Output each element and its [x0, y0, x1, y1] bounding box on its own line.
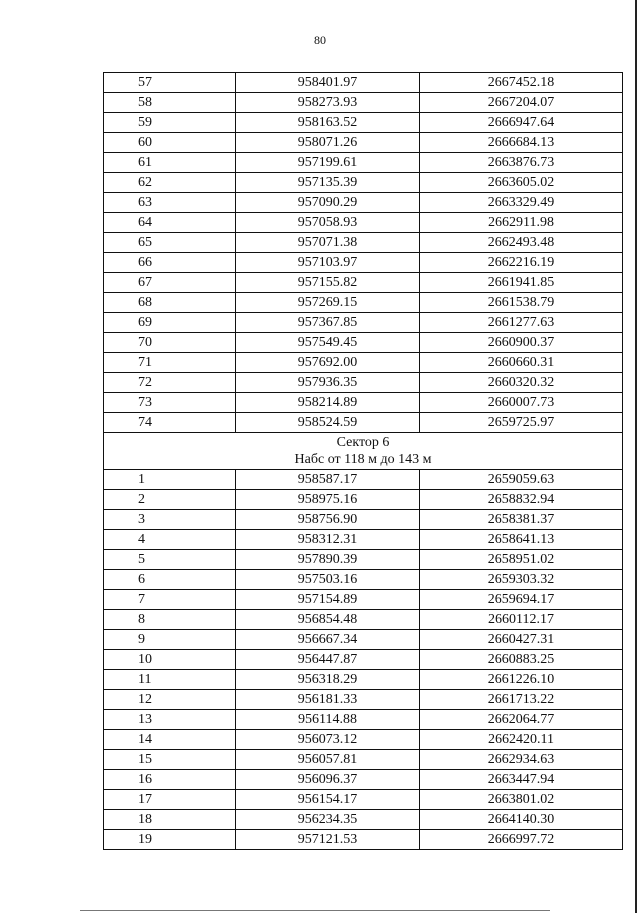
x-coordinate-cell: 958163.52 [236, 113, 420, 133]
x-coordinate-cell: 957155.82 [236, 273, 420, 293]
y-coordinate-cell: 2666684.13 [420, 133, 623, 153]
x-coordinate-cell: 958273.93 [236, 93, 420, 113]
y-coordinate-cell: 2663447.94 [420, 770, 623, 790]
point-number-cell: 12 [104, 690, 236, 710]
x-coordinate-cell: 956667.34 [236, 630, 420, 650]
table-row [104, 333, 623, 353]
point-number-cell: 19 [104, 830, 236, 850]
y-coordinate-cell: 2659694.17 [420, 590, 623, 610]
y-coordinate-cell: 2667452.18 [420, 73, 623, 93]
x-coordinate-cell: 958071.26 [236, 133, 420, 153]
x-coordinate-cell: 957154.89 [236, 590, 420, 610]
x-coordinate-cell: 956154.17 [236, 790, 420, 810]
point-number-cell: 64 [104, 213, 236, 233]
sector-header-row [104, 433, 623, 470]
page-number: 80 [314, 33, 326, 47]
point-number-cell: 15 [104, 750, 236, 770]
y-coordinate-cell: 2661226.10 [420, 670, 623, 690]
table-row [104, 510, 623, 530]
x-coordinate-cell: 957503.16 [236, 570, 420, 590]
point-number-cell: 4 [104, 530, 236, 550]
x-coordinate-cell: 958756.90 [236, 510, 420, 530]
scan-edge-bottom [80, 910, 550, 911]
table-row [104, 810, 623, 830]
point-number-cell: 17 [104, 790, 236, 810]
y-coordinate-cell: 2659725.97 [420, 413, 623, 433]
x-coordinate-cell: 957692.00 [236, 353, 420, 373]
point-number-cell: 16 [104, 770, 236, 790]
point-number-cell: 60 [104, 133, 236, 153]
x-coordinate-cell: 956447.87 [236, 650, 420, 670]
table-row [104, 153, 623, 173]
table-row [104, 650, 623, 670]
point-number-cell: 69 [104, 313, 236, 333]
point-number-cell: 8 [104, 610, 236, 630]
point-number-cell: 1 [104, 470, 236, 490]
y-coordinate-cell: 2661713.22 [420, 690, 623, 710]
x-coordinate-cell: 957058.93 [236, 213, 420, 233]
sector-subtitle: Набс от 118 м до 143 м [294, 452, 432, 467]
point-number-cell: 9 [104, 630, 236, 650]
table-row [104, 313, 623, 333]
table-row [104, 113, 623, 133]
table-row [104, 610, 623, 630]
table-row [104, 770, 623, 790]
point-number-cell: 65 [104, 233, 236, 253]
table-row [104, 670, 623, 690]
point-number-cell: 18 [104, 810, 236, 830]
y-coordinate-cell: 2662216.19 [420, 253, 623, 273]
y-coordinate-cell: 2659059.63 [420, 470, 623, 490]
x-coordinate-cell: 958975.16 [236, 490, 420, 510]
table-row [104, 393, 623, 413]
x-coordinate-cell: 956057.81 [236, 750, 420, 770]
point-number-cell: 7 [104, 590, 236, 610]
x-coordinate-cell: 956096.37 [236, 770, 420, 790]
x-coordinate-cell: 956318.29 [236, 670, 420, 690]
y-coordinate-cell: 2663801.02 [420, 790, 623, 810]
coordinates-table [103, 72, 623, 850]
x-coordinate-cell: 956234.35 [236, 810, 420, 830]
table-row [104, 830, 623, 850]
table-row [104, 790, 623, 810]
y-coordinate-cell: 2661277.63 [420, 313, 623, 333]
table-row [104, 193, 623, 213]
point-number-cell: 61 [104, 153, 236, 173]
x-coordinate-cell: 958524.59 [236, 413, 420, 433]
x-coordinate-cell: 957549.45 [236, 333, 420, 353]
y-coordinate-cell: 2662420.11 [420, 730, 623, 750]
coordinates-table-bottom [104, 470, 623, 850]
x-coordinate-cell: 957936.35 [236, 373, 420, 393]
x-coordinate-cell: 957103.97 [236, 253, 420, 273]
y-coordinate-cell: 2663605.02 [420, 173, 623, 193]
y-coordinate-cell: 2658832.94 [420, 490, 623, 510]
point-number-cell: 5 [104, 550, 236, 570]
table-row [104, 750, 623, 770]
y-coordinate-cell: 2660883.25 [420, 650, 623, 670]
point-number-cell: 3 [104, 510, 236, 530]
x-coordinate-cell: 958587.17 [236, 470, 420, 490]
y-coordinate-cell: 2658381.37 [420, 510, 623, 530]
table-row [104, 590, 623, 610]
table-row [104, 293, 623, 313]
y-coordinate-cell: 2660112.17 [420, 610, 623, 630]
y-coordinate-cell: 2660427.31 [420, 630, 623, 650]
table-row [104, 373, 623, 393]
x-coordinate-cell: 957071.38 [236, 233, 420, 253]
table-row [104, 690, 623, 710]
point-number-cell: 2 [104, 490, 236, 510]
x-coordinate-cell: 958312.31 [236, 530, 420, 550]
table-row [104, 133, 623, 153]
table-row [104, 730, 623, 750]
x-coordinate-cell: 958214.89 [236, 393, 420, 413]
y-coordinate-cell: 2662911.98 [420, 213, 623, 233]
sector-title: Сектор 6 [336, 435, 390, 450]
x-coordinate-cell: 957890.39 [236, 550, 420, 570]
table-row [104, 550, 623, 570]
point-number-cell: 68 [104, 293, 236, 313]
x-coordinate-cell: 957121.53 [236, 830, 420, 850]
table-row [104, 73, 623, 93]
y-coordinate-cell: 2661538.79 [420, 293, 623, 313]
table-row [104, 490, 623, 510]
x-coordinate-cell: 956854.48 [236, 610, 420, 630]
y-coordinate-cell: 2662493.48 [420, 233, 623, 253]
point-number-cell: 67 [104, 273, 236, 293]
table-row [104, 530, 623, 550]
point-number-cell: 74 [104, 413, 236, 433]
table-row [104, 93, 623, 113]
coordinates-table-top [104, 73, 623, 433]
y-coordinate-cell: 2659303.32 [420, 570, 623, 590]
table-row [104, 710, 623, 730]
point-number-cell: 58 [104, 93, 236, 113]
point-number-cell: 73 [104, 393, 236, 413]
y-coordinate-cell: 2664140.30 [420, 810, 623, 830]
point-number-cell: 14 [104, 730, 236, 750]
x-coordinate-cell: 956114.88 [236, 710, 420, 730]
point-number-cell: 66 [104, 253, 236, 273]
scan-edge-right [635, 0, 637, 913]
y-coordinate-cell: 2666947.64 [420, 113, 623, 133]
table-row [104, 470, 623, 490]
y-coordinate-cell: 2667204.07 [420, 93, 623, 113]
point-number-cell: 6 [104, 570, 236, 590]
point-number-cell: 72 [104, 373, 236, 393]
x-coordinate-cell: 957135.39 [236, 173, 420, 193]
y-coordinate-cell: 2660900.37 [420, 333, 623, 353]
point-number-cell: 57 [104, 73, 236, 93]
point-number-cell: 63 [104, 193, 236, 213]
point-number-cell: 11 [104, 670, 236, 690]
table-row [104, 630, 623, 650]
point-number-cell: 71 [104, 353, 236, 373]
sector-header-cell [104, 433, 623, 470]
table-row [104, 570, 623, 590]
y-coordinate-cell: 2660007.73 [420, 393, 623, 413]
x-coordinate-cell: 956181.33 [236, 690, 420, 710]
point-number-cell: 59 [104, 113, 236, 133]
sector-header-group [104, 433, 623, 470]
x-coordinate-cell: 956073.12 [236, 730, 420, 750]
point-number-cell: 70 [104, 333, 236, 353]
y-coordinate-cell: 2663876.73 [420, 153, 623, 173]
y-coordinate-cell: 2661941.85 [420, 273, 623, 293]
point-number-cell: 62 [104, 173, 236, 193]
table-row [104, 253, 623, 273]
x-coordinate-cell: 958401.97 [236, 73, 420, 93]
x-coordinate-cell: 957199.61 [236, 153, 420, 173]
point-number-cell: 13 [104, 710, 236, 730]
y-coordinate-cell: 2662934.63 [420, 750, 623, 770]
table-row [104, 233, 623, 253]
y-coordinate-cell: 2658951.02 [420, 550, 623, 570]
table-row [104, 273, 623, 293]
y-coordinate-cell: 2658641.13 [420, 530, 623, 550]
y-coordinate-cell: 2663329.49 [420, 193, 623, 213]
table-row [104, 413, 623, 433]
x-coordinate-cell: 957090.29 [236, 193, 420, 213]
y-coordinate-cell: 2662064.77 [420, 710, 623, 730]
x-coordinate-cell: 957367.85 [236, 313, 420, 333]
table-row [104, 173, 623, 193]
x-coordinate-cell: 957269.15 [236, 293, 420, 313]
y-coordinate-cell: 2660320.32 [420, 373, 623, 393]
table-row [104, 353, 623, 373]
table-row [104, 213, 623, 233]
y-coordinate-cell: 2666997.72 [420, 830, 623, 850]
y-coordinate-cell: 2660660.31 [420, 353, 623, 373]
point-number-cell: 10 [104, 650, 236, 670]
